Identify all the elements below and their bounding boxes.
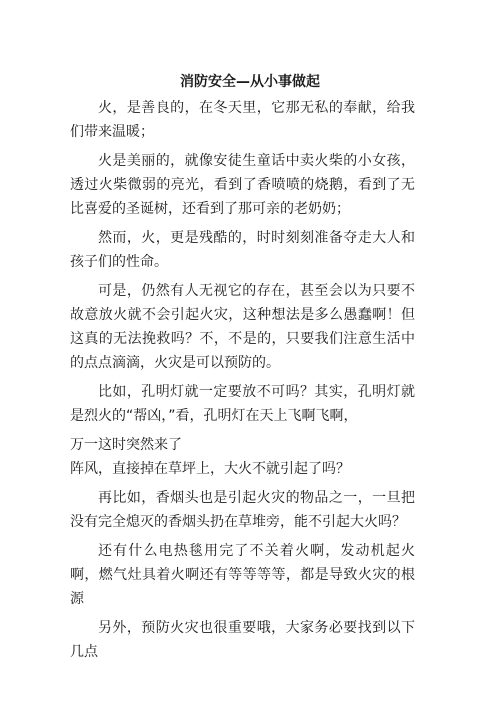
paragraph-prevention-points: 另外，预防火灾也很重要哦，大家务必要找到以下几点	[70, 620, 415, 660]
paragraph-sky-lantern: 比如，孔明灯就一定要放不可吗？其实，孔明灯就是烈火的“帮凶，”看，孔明灯在天上飞啊飞啊，	[70, 384, 415, 424]
document-title: 消防安全—从小事做起	[180, 74, 320, 90]
paragraph-cigarette: 再比如，香烟头也是引起火灾的物品之一，一旦把没有完全熄灭的香烟头扔在草堆旁，能不引起大火吗？	[70, 490, 415, 530]
document-body	[70, 96, 415, 669]
paragraph-cruelty: 然而，火，更是残酷的，时时刻刻准备夺走大人和孩子们的性命。	[70, 230, 415, 270]
paragraph-beauty: 火是美丽的，就像安徒生童话中卖火柴的小女孩，透过火柴微弱的亮光，看到了香喷喷的烧鹅，看到了无比喜爱的圣诞树，还看到了那可亲的老奶奶；	[70, 153, 415, 217]
paragraph-prevention: 可是，仍然有人无视它的存在，甚至会以为只要不故意放火就不会引起火灾，这种想法是多么愚蠢啊！但这真的无法挽救吗？不，不是的，只要我们注意生活中的点点滴滴，火灾是可以预防的。	[70, 283, 415, 371]
paragraph-warmth: 火，是善良的，在冬天里，它那无私的奉献，给我们带来温暖；	[70, 100, 415, 140]
paragraph-fragment-lawn: 阵风，直接掉在草坪上，大火不就引起了吗？	[70, 461, 350, 477]
paragraph-fire-sources: 还有什么电热毯用完了不关着火啊，发动机起火啊，燃气灶具着火啊还有等等等等，都是导致火灾的根源	[70, 543, 415, 607]
paragraph-fragment-wind: 万一这时突然来了	[70, 437, 182, 453]
